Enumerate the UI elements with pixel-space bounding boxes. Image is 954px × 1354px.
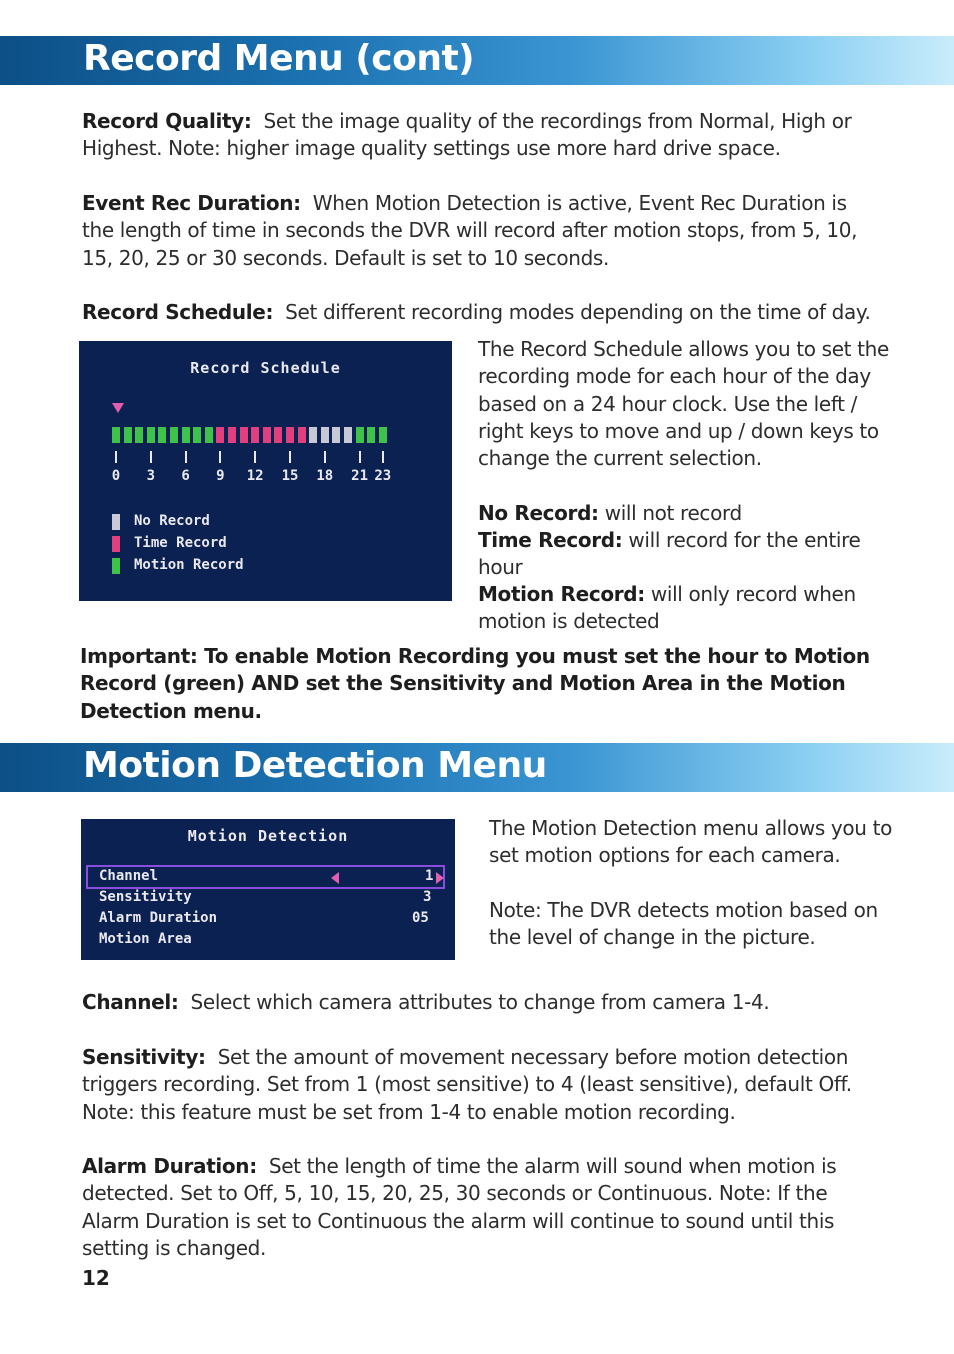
- alarm-duration-text: Set the length of time the alarm will sound when motion is detected. Set to Off, 5, 10, 15, 20, 25, 30 seconds or Continuous. Note: If the Alarm Duration is set to Continuous the alarm will continue to sound until this setting is changed.: [82, 1154, 837, 1260]
- motion-screen-title: Motion Detection: [187, 827, 349, 845]
- legend-item: [112, 535, 412, 553]
- hour-tick: [382, 451, 384, 463]
- hour-segment: [135, 427, 143, 443]
- mode-no-record: [478, 500, 898, 527]
- hour-label: 9: [216, 468, 225, 484]
- hour-tick: [359, 451, 361, 463]
- page-number: 12: [82, 1266, 110, 1290]
- hour-segment: [158, 427, 166, 443]
- hour-segment: [170, 427, 178, 443]
- legend-item: [112, 513, 412, 531]
- hour-segment: [332, 427, 340, 443]
- hour-segment: [286, 427, 294, 443]
- event-rec-paragraph: [82, 190, 882, 272]
- hour-segment: [274, 427, 282, 443]
- hour-tick: [115, 451, 117, 463]
- mode-time-record: [478, 527, 898, 582]
- legend-label: Time Record: [134, 535, 227, 551]
- record-quality-text: Set the image quality of the recordings from Normal, High or Highest. Note: higher image quality settings use more hard drive space.: [82, 109, 852, 161]
- hour-tick: [324, 451, 326, 463]
- record-schedule-text: Set different recording modes depending on the time of day.: [285, 300, 871, 324]
- motion-detection-banner: [0, 743, 954, 792]
- record-menu-banner: [0, 36, 954, 85]
- left-arrow-icon: [331, 872, 339, 884]
- hour-segment: [379, 427, 387, 443]
- channel-row-value: 1: [425, 868, 434, 884]
- hour-segment: [298, 427, 306, 443]
- hour-label: 6: [181, 468, 190, 484]
- hour-segment: [251, 427, 259, 443]
- sensitivity-label: Sensitivity:: [82, 1045, 206, 1069]
- alarm-duration-row-value: 05: [412, 910, 429, 926]
- hour-tick: [185, 451, 187, 463]
- sensitivity-row-value: 3: [423, 889, 432, 905]
- hour-label: 21: [351, 468, 369, 484]
- record-schedule-label: Record Schedule:: [82, 300, 274, 324]
- hour-label: 23: [374, 468, 392, 484]
- legend-item: [112, 557, 412, 575]
- channel-row-label: Channel: [99, 868, 159, 884]
- hour-segment: [147, 427, 155, 443]
- hour-tick: [254, 451, 256, 463]
- cursor-arrow-icon: [112, 403, 124, 413]
- hour-label: 3: [146, 468, 156, 484]
- hour-tick: [150, 451, 152, 463]
- legend-label: Motion Record: [134, 557, 244, 573]
- channel-text: Select which camera attributes to change from camera 1-4.: [190, 990, 770, 1014]
- hour-labels: [79, 468, 452, 488]
- right-arrow-icon: [436, 872, 444, 884]
- schedule-description: The Record Schedule allows you to set the recording mode for each hour of the day based on a 24 hour clock. Use the left / right keys to move and up / down keys to change the current selection.: [478, 337, 889, 471]
- hour-label: 18: [316, 468, 334, 484]
- hour-segment: [356, 427, 364, 443]
- record-schedule-paragraph: [82, 299, 902, 326]
- hour-label: 12: [246, 468, 264, 484]
- record-quality-label: Record Quality:: [82, 109, 252, 133]
- alarm-duration-row-label: Alarm Duration: [99, 910, 218, 926]
- hour-tick: [289, 451, 291, 463]
- hour-segment: [193, 427, 201, 443]
- mode-motion-record: [478, 581, 898, 636]
- important-note: Important: To enable Motion Recording you must set the hour to Motion Record (green) AND set the Sensitivity and Motion Area in the Motion Detection menu.: [80, 644, 870, 723]
- sensitivity-row-label: Sensitivity: [99, 889, 192, 905]
- hour-segment: [344, 427, 352, 443]
- legend-swatch: [112, 514, 120, 530]
- alarm-duration-label: Alarm Duration:: [82, 1154, 257, 1178]
- hour-segment: [240, 427, 248, 443]
- motion-record-label: Motion Record:: [478, 582, 645, 606]
- hour-segment: [309, 427, 317, 443]
- legend-label: No Record: [134, 513, 210, 529]
- sensitivity-paragraph: [82, 1044, 882, 1126]
- motion-detection-screenshot: [81, 819, 455, 960]
- no-record-text: will not record: [604, 501, 742, 525]
- channel-label: Channel:: [82, 990, 179, 1014]
- hour-segment: [263, 427, 271, 443]
- hour-segment: [228, 427, 236, 443]
- motion-description-2: Note: The DVR detects motion based on the level of change in the picture.: [489, 898, 878, 950]
- schedule-screen-title: Record Schedule: [190, 359, 341, 377]
- hour-segment: [124, 427, 132, 443]
- motion-area-row-label: Motion Area: [99, 931, 192, 947]
- alarm-duration-paragraph: [82, 1153, 882, 1262]
- hour-label: 0: [111, 468, 121, 484]
- hour-segment: [367, 427, 375, 443]
- legend-swatch: [112, 536, 120, 552]
- hour-segment: [112, 427, 120, 443]
- no-record-label: No Record:: [478, 501, 599, 525]
- motion-description-1: The Motion Detection menu allows you to set motion options for each camera.: [489, 816, 893, 868]
- hour-segment: [321, 427, 329, 443]
- hour-label: 15: [281, 468, 299, 484]
- record-quality-paragraph: [82, 108, 882, 163]
- event-rec-text: When Motion Detection is active, Event Rec Duration is the length of time in seconds the DVR will record after motion stops, from 5, 10, 15, 20, 25 or 30 seconds. Default is set to 10 seconds.: [82, 191, 858, 270]
- hour-bar: [112, 427, 392, 443]
- record-menu-title: Record Menu (cont): [83, 38, 475, 79]
- sensitivity-text: Set the amount of movement necessary before motion detection triggers recording. Set from 1 (most sensitive) to 4 (least sensitive), default Off. Note: this feature must be set from 1-4 to enable motion recording.: [82, 1045, 852, 1124]
- hour-segment: [205, 427, 213, 443]
- motion-record-text: will only record when motion is detected: [478, 582, 856, 634]
- legend-swatch: [112, 558, 120, 574]
- hour-segment: [182, 427, 190, 443]
- channel-paragraph: [82, 989, 882, 1016]
- hour-segment: [216, 427, 224, 443]
- record-schedule-screenshot: [79, 341, 452, 601]
- event-rec-label: Event Rec Duration:: [82, 191, 301, 215]
- time-record-label: Time Record:: [478, 528, 623, 552]
- hour-ticks: [112, 451, 392, 463]
- motion-detection-title: Motion Detection Menu: [83, 745, 547, 786]
- hour-tick: [219, 451, 221, 463]
- time-record-text: will record for the entire hour: [478, 528, 861, 580]
